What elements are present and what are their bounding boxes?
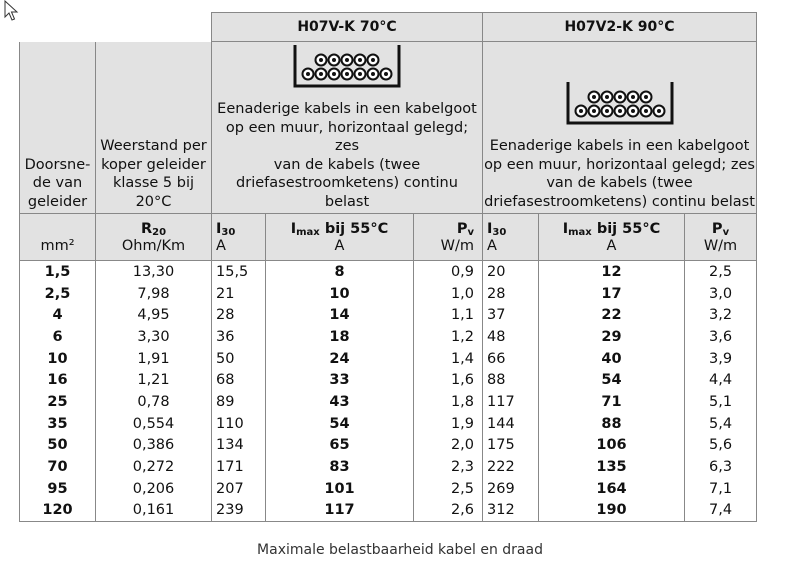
- cell-i30b: 48: [483, 326, 539, 348]
- cell-r20: 1,21: [96, 369, 212, 391]
- cell-size: 25: [20, 391, 96, 413]
- desc2-line-2: op een muur, horizontaal gelegd; zes: [484, 156, 755, 173]
- table-row: [20, 369, 757, 391]
- sym-i30-a: $I_{30}$: [212, 214, 266, 239]
- desc-group2: [483, 42, 757, 214]
- cell-i30b: 222: [483, 456, 539, 478]
- unit-wm-a: W/m: [414, 238, 483, 261]
- unit-a-imax-b: A: [539, 238, 685, 261]
- cell-size: 16: [20, 369, 96, 391]
- cell-pvb: 2,5: [685, 261, 757, 283]
- cell-r20: 0,206: [96, 478, 212, 500]
- cell-r20: 1,91: [96, 348, 212, 370]
- cell-size: 1,5: [20, 261, 96, 283]
- cell-i30a: 28: [212, 304, 266, 326]
- cell-i30a: 239: [212, 500, 266, 522]
- col-header-cross-section: [20, 42, 96, 214]
- cable-tray-icon: [292, 42, 402, 90]
- cell-imaxb: 40: [539, 348, 685, 370]
- cell-r20: 0,161: [96, 500, 212, 522]
- cell-imaxa: 14: [266, 304, 414, 326]
- cell-r20: 3,30: [96, 326, 212, 348]
- cell-r20: 0,386: [96, 435, 212, 457]
- col0-line-1: Doorsne-: [24, 156, 91, 173]
- cell-imaxb: 135: [539, 456, 685, 478]
- cell-pva: 2,0: [414, 435, 483, 457]
- cell-pvb: 5,1: [685, 391, 757, 413]
- cell-imaxb: 71: [539, 391, 685, 413]
- cell-pva: 1,0: [414, 283, 483, 305]
- col-header-resistance: [96, 42, 212, 214]
- cell-i30a: 89: [212, 391, 266, 413]
- cell-pva: 2,5: [414, 478, 483, 500]
- unit-wm-b: W/m: [685, 238, 757, 261]
- cell-i30a: 207: [212, 478, 266, 500]
- cell-i30b: 66: [483, 348, 539, 370]
- cell-imaxa: 54: [266, 413, 414, 435]
- cell-imaxb: 17: [539, 283, 685, 305]
- cell-pvb: 7,4: [685, 500, 757, 522]
- cell-pva: 1,4: [414, 348, 483, 370]
- cell-i30a: 171: [212, 456, 266, 478]
- unit-ohm-km: Ohm/Km: [96, 238, 212, 261]
- cell-pva: 1,9: [414, 413, 483, 435]
- figure-caption: Maximale belastbaarheid kabel en draad: [257, 542, 543, 558]
- cell-size: 35: [20, 413, 96, 435]
- cell-pvb: 6,3: [685, 456, 757, 478]
- cell-r20: 0,78: [96, 391, 212, 413]
- cell-pvb: 3,2: [685, 304, 757, 326]
- desc1-line-4: driefasestroomketens) continu belast: [236, 175, 458, 210]
- cell-pva: 2,3: [414, 456, 483, 478]
- table-row: [20, 435, 757, 457]
- cell-i30a: 15,5: [212, 261, 266, 283]
- cell-pva: 2,6: [414, 500, 483, 522]
- cable-capacity-table: [19, 12, 757, 522]
- table-row: [20, 348, 757, 370]
- cell-i30a: 50: [212, 348, 266, 370]
- sym-imax-a: $I_{max}$ bij 55°C: [266, 214, 414, 239]
- sym-imax-b: $I_{max}$ bij 55°C: [539, 214, 685, 239]
- cell-size: 6: [20, 326, 96, 348]
- cell-i30b: 28: [483, 283, 539, 305]
- group-header-h07v2-k: H07V2-K 90°C: [483, 13, 757, 42]
- cell-pva: 1,8: [414, 391, 483, 413]
- table-row: [20, 283, 757, 305]
- header-blank: [20, 13, 212, 42]
- cell-imaxb: 54: [539, 369, 685, 391]
- cell-imaxa: 18: [266, 326, 414, 348]
- cell-imaxa: 10: [266, 283, 414, 305]
- unit-a-imax-a: A: [266, 238, 414, 261]
- table-row: [20, 391, 757, 413]
- cell-pva: 0,9: [414, 261, 483, 283]
- desc1-line-1: Eenaderige kabels in een kabelgoot: [217, 101, 477, 117]
- table-row: [20, 304, 757, 326]
- desc2-line-3: van de kabels (twee: [546, 175, 693, 191]
- cell-imaxb: 88: [539, 413, 685, 435]
- cell-pva: 1,1: [414, 304, 483, 326]
- desc2-line-4: driefasestroomketens) continu belast: [484, 193, 755, 210]
- sym-i30-b: $I_{30}$: [483, 214, 539, 239]
- table-row: [20, 413, 757, 435]
- cell-pva: 1,2: [414, 326, 483, 348]
- cell-i30b: 37: [483, 304, 539, 326]
- cell-size: 50: [20, 435, 96, 457]
- cell-pvb: 5,6: [685, 435, 757, 457]
- cell-imaxa: 65: [266, 435, 414, 457]
- cell-imaxb: 190: [539, 500, 685, 522]
- cell-r20: 0,272: [96, 456, 212, 478]
- cell-imaxa: 101: [266, 478, 414, 500]
- cell-i30b: 117: [483, 391, 539, 413]
- cell-pvb: 5,4: [685, 413, 757, 435]
- cell-imaxa: 24: [266, 348, 414, 370]
- cell-imaxa: 33: [266, 369, 414, 391]
- cell-i30b: 144: [483, 413, 539, 435]
- col0-line-3: geleider: [27, 193, 88, 210]
- cell-r20: 7,98: [96, 283, 212, 305]
- table-row: [20, 456, 757, 478]
- cell-i30b: 312: [483, 500, 539, 522]
- col1-line-2: koper geleider: [101, 156, 206, 173]
- cell-i30b: 175: [483, 435, 539, 457]
- cell-pva: 1,6: [414, 369, 483, 391]
- sym-r20: $R_{20}$: [96, 214, 212, 239]
- cell-pvb: 3,0: [685, 283, 757, 305]
- unit-a-i30-a: A: [212, 238, 266, 261]
- desc-group1: [212, 42, 483, 214]
- cell-size: 10: [20, 348, 96, 370]
- cell-imaxb: 164: [539, 478, 685, 500]
- cable-capacity-table-container: [19, 12, 756, 519]
- cell-pvb: 4,4: [685, 369, 757, 391]
- table-row: [20, 326, 757, 348]
- cell-imaxb: 12: [539, 261, 685, 283]
- cell-size: 2,5: [20, 283, 96, 305]
- cell-i30b: 20: [483, 261, 539, 283]
- unit-a-i30-b: A: [483, 238, 539, 261]
- cell-imaxb: 106: [539, 435, 685, 457]
- col1-line-1: Weerstand per: [100, 138, 207, 154]
- cell-pvb: 3,9: [685, 348, 757, 370]
- cable-tray-icon: [565, 79, 675, 127]
- sym-pv-a: $P_v$: [414, 214, 483, 239]
- cell-imaxa: 117: [266, 500, 414, 522]
- cell-i30a: 36: [212, 326, 266, 348]
- col1-line-3: klasse 5 bij: [112, 175, 195, 191]
- unit-mm2: mm²: [20, 238, 96, 261]
- cell-i30a: 110: [212, 413, 266, 435]
- cell-imaxb: 22: [539, 304, 685, 326]
- cell-imaxa: 8: [266, 261, 414, 283]
- sym-pv-b: $P_v$: [685, 214, 757, 239]
- cell-imaxa: 83: [266, 456, 414, 478]
- desc2-line-1: Eenaderige kabels in een kabelgoot: [489, 138, 750, 154]
- cell-pvb: 3,6: [685, 326, 757, 348]
- cell-size: 95: [20, 478, 96, 500]
- group-header-h07v-k: H07V-K 70°C: [212, 13, 483, 42]
- cell-i30a: 134: [212, 435, 266, 457]
- table-row: [20, 478, 757, 500]
- table-row: [20, 500, 757, 522]
- cell-pvb: 7,1: [685, 478, 757, 500]
- cell-r20: 4,95: [96, 304, 212, 326]
- cell-i30a: 21: [212, 283, 266, 305]
- col0-line-2: de van: [32, 175, 83, 191]
- col1-line-4: 20°C: [135, 193, 172, 210]
- cell-r20: 13,30: [96, 261, 212, 283]
- cell-size: 4: [20, 304, 96, 326]
- cell-r20: 0,554: [96, 413, 212, 435]
- table-row: [20, 261, 757, 283]
- sym-empty: [20, 214, 96, 239]
- desc1-line-2: op een muur, horizontaal gelegd; zes: [225, 119, 469, 154]
- cell-imaxa: 43: [266, 391, 414, 413]
- cell-i30a: 68: [212, 369, 266, 391]
- cell-size: 120: [20, 500, 96, 522]
- cell-i30b: 269: [483, 478, 539, 500]
- desc1-line-3: van de kabels (twee: [273, 156, 421, 173]
- cell-i30b: 88: [483, 369, 539, 391]
- cell-size: 70: [20, 456, 96, 478]
- cell-imaxb: 29: [539, 326, 685, 348]
